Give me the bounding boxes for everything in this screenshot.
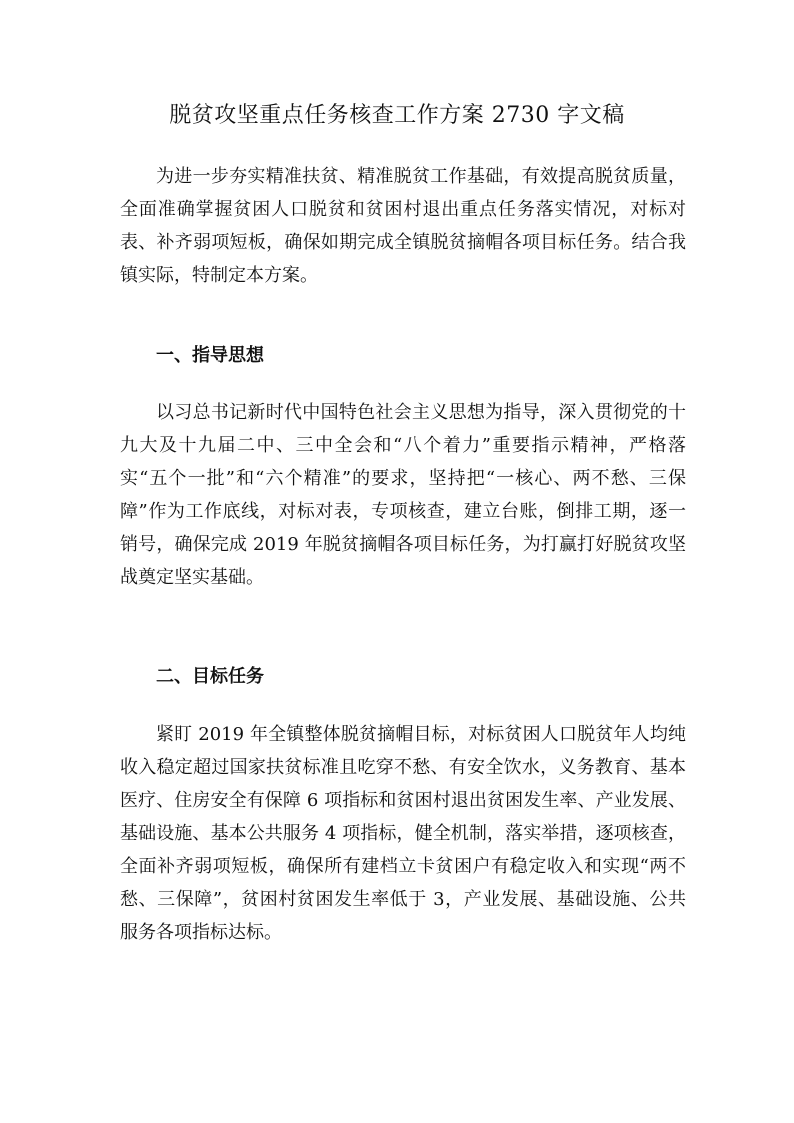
section-body-guiding-ideology: 以习总书记新时代中国特色社会主义思想为指导，深入贯彻党的十九大及十九届二中、三中全会和“八个着力”重要指示精神，严格落实“五个一批”和“六个精准”的要求，坚持把“一核心、两不愁、三保障”作为工作底线，对标对表，专项核查，建立台账，倒排工期，逐一销号，确保完成 2019 年脱贫摘帽各项目标任务，为打赢打好脱贫攻坚战奠定坚实基础。 bbox=[120, 402, 686, 588]
section-body-goals-tasks: 紧盯 2019 年全镇整体脱贫摘帽目标，对标贫困人口脱贫年人均纯收入稳定超过国家扶贫标准且吃穿不愁、有安全饮水，义务教育、基本医疗、住房安全有保障 6 项指标和贫困村退出贫困发生率、产业发展、基础设施、基本公共服务 4 项指标，健全机制，落实举措，逐项核查，全面补齐弱项短板，确保所有建档立卡贫困户有稳定收入和实现“两不愁、三保障”，贫困村贫困发生率低于 3，产业发展、基础设施、公共服务各项指标达标。 bbox=[120, 724, 686, 943]
section-heading-goals-tasks: 二、目标任务 bbox=[156, 666, 264, 687]
intro-paragraph: 为进一步夯实精准扶贫、精准脱贫工作基础，有效提高脱贫质量，全面准确掌握贫困人口脱贫和贫困村退出重点任务落实情况，对标对表、补齐弱项短板，确保如期完成全镇脱贫摘帽各项目标任务。结合我镇实际，特制定本方案。 bbox=[120, 166, 686, 286]
document-title: 脱贫攻坚重点任务核查工作方案 2730 字文稿 bbox=[169, 103, 625, 128]
section-heading-guiding-ideology: 一、指导思想 bbox=[156, 345, 264, 366]
